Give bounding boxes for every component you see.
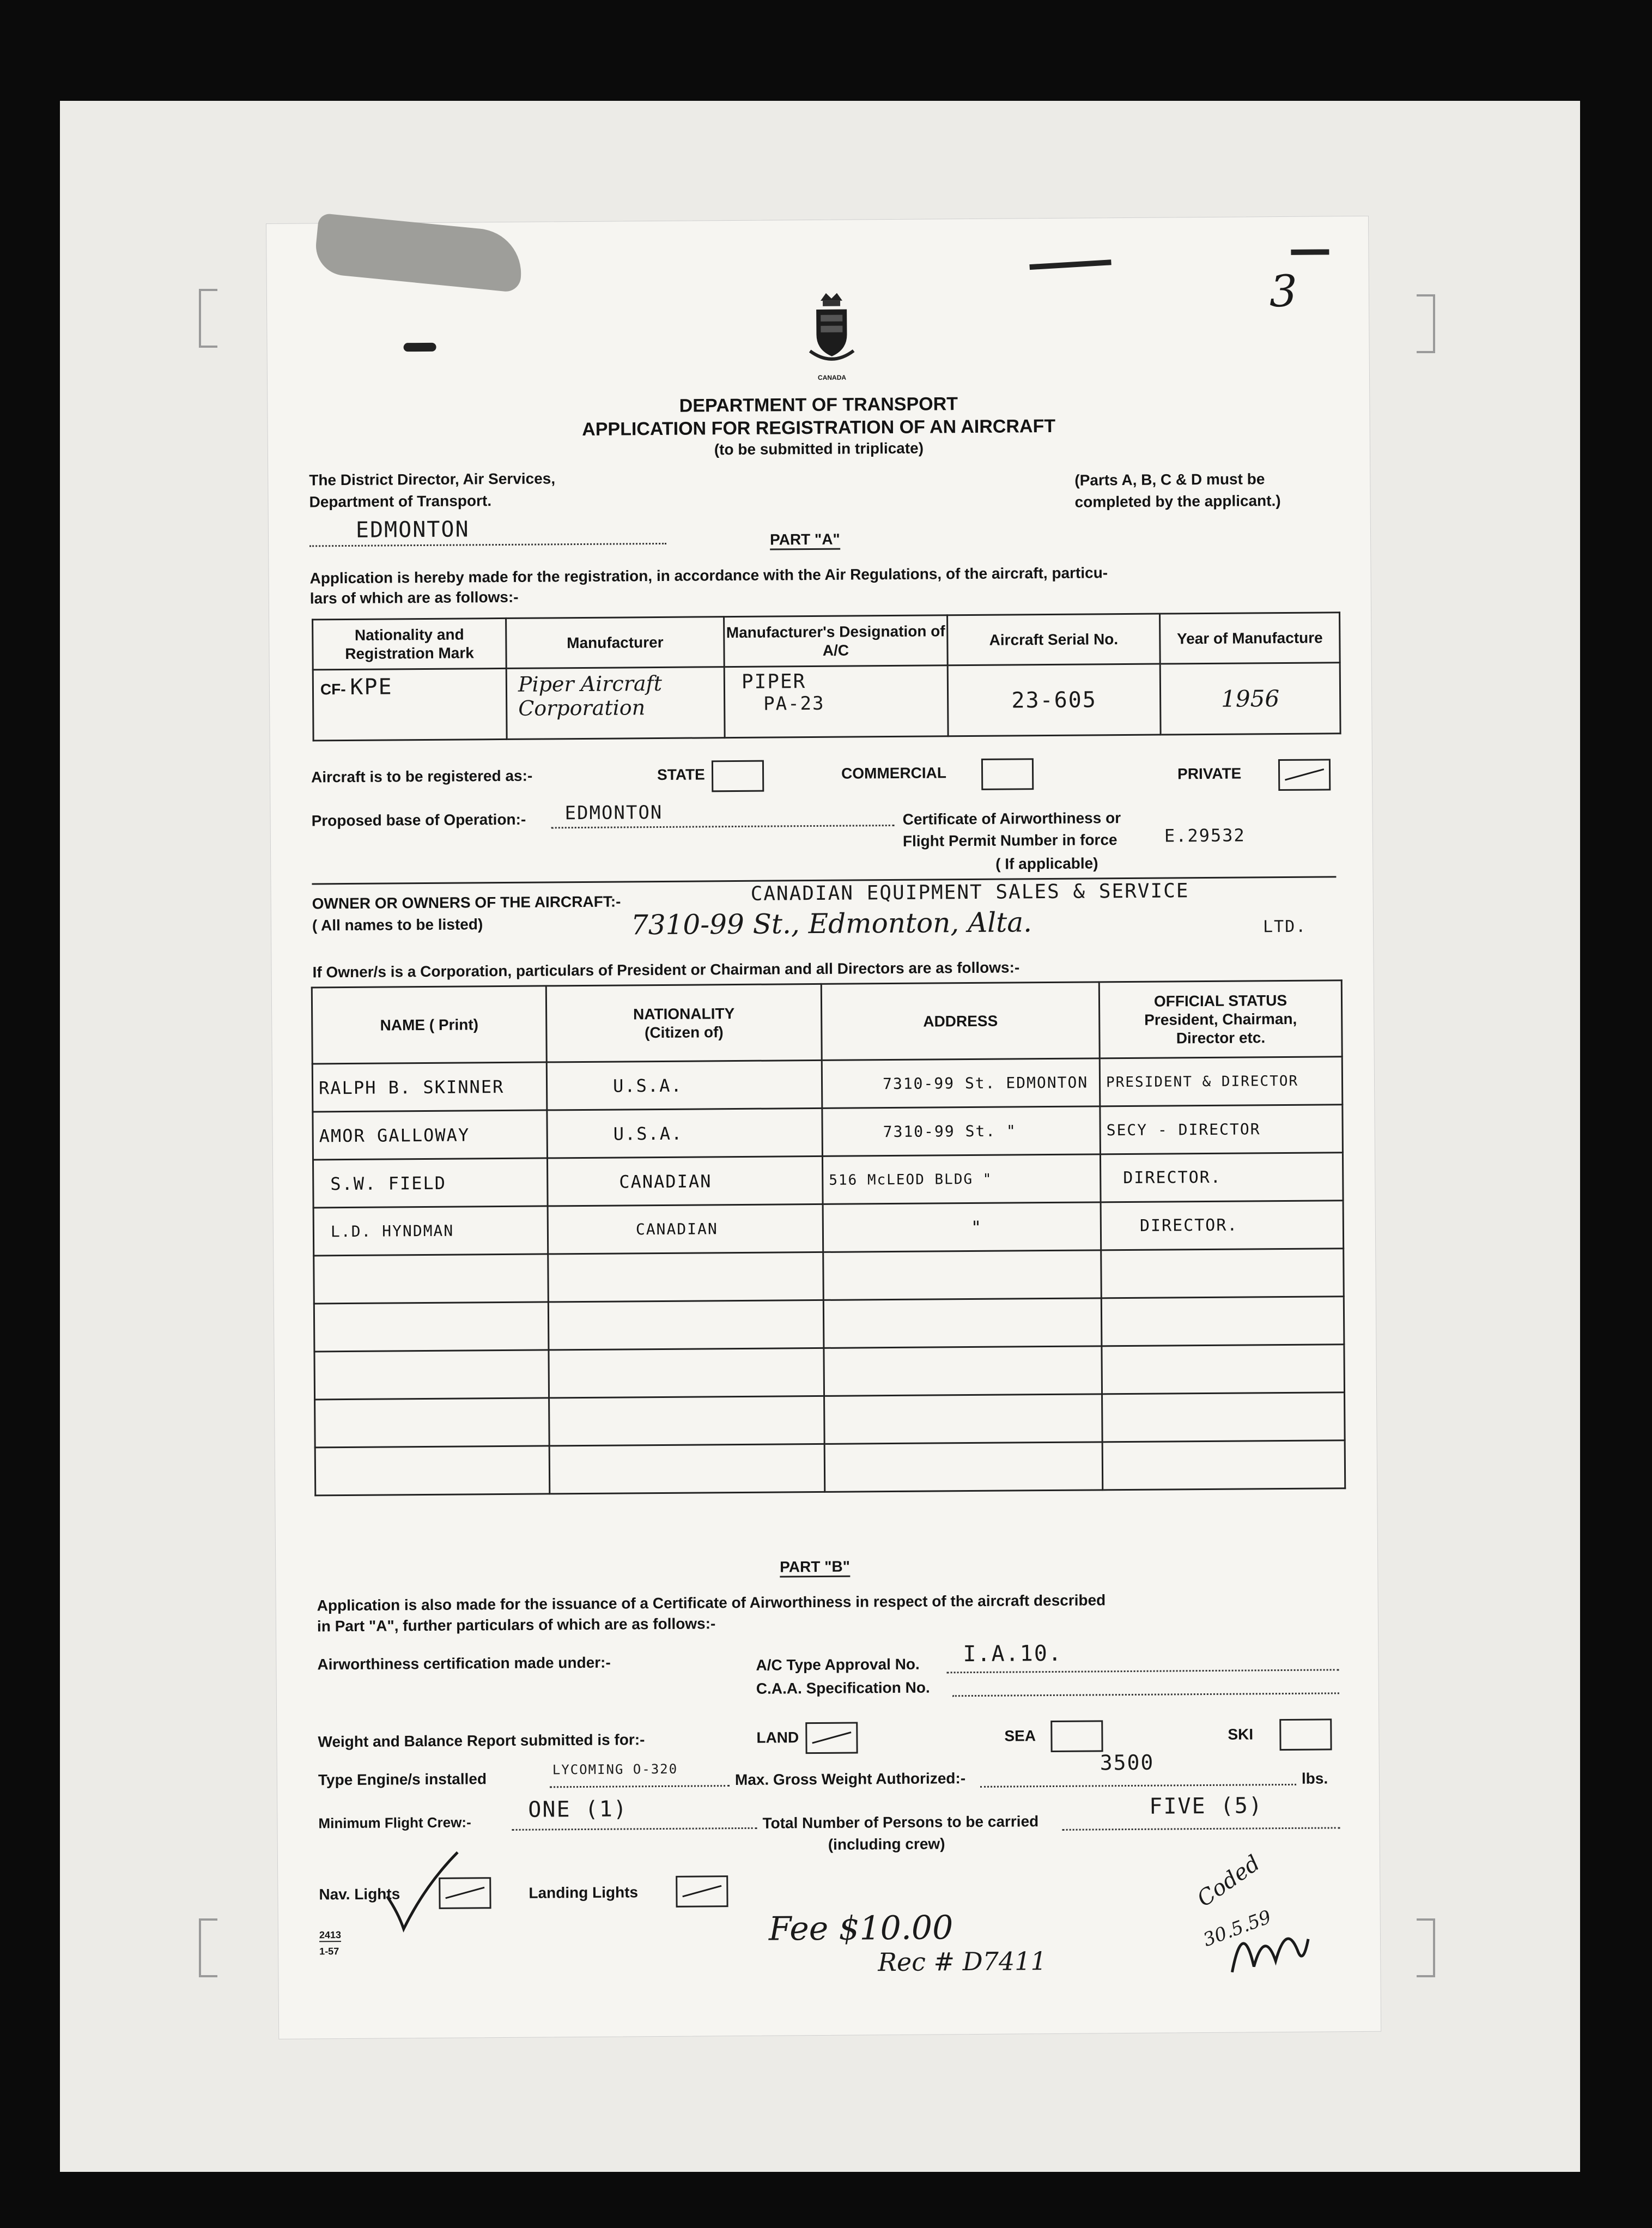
persons-value: FIVE (5) <box>1149 1793 1264 1819</box>
parts-note-line-1: (Parts A, B, C & D must be <box>1074 470 1265 489</box>
registration-mark: KPE <box>350 674 393 700</box>
column-officer-status-2: President, Chairman, <box>1144 1010 1297 1028</box>
state-checkbox[interactable] <box>712 760 764 792</box>
manufacturer-cell <box>506 667 725 740</box>
state-label: STATE <box>657 766 705 784</box>
private-check-mark <box>1285 768 1324 781</box>
officer-name: L.D. HYNDMAN <box>313 1206 548 1256</box>
officer-row <box>313 1105 1343 1160</box>
location-line <box>309 543 666 547</box>
engine-line <box>550 1785 730 1788</box>
officer-row-empty <box>314 1297 1344 1352</box>
private-checkbox[interactable] <box>1278 759 1331 791</box>
weight-balance-label: Weight and Balance Report submitted is for:- <box>318 1731 645 1751</box>
officer-status: PRESIDENT & DIRECTOR <box>1100 1057 1343 1106</box>
column-designation: Manufacturer's Designation of A/C <box>724 615 948 667</box>
officer-row <box>313 1153 1343 1208</box>
officer-address: 7310-99 St. " <box>822 1106 1101 1157</box>
registration-prefix: CF- <box>320 680 346 698</box>
officer-row <box>312 1057 1343 1112</box>
receipt-note: Rec # D7411 <box>878 1946 1047 1977</box>
column-officer-status <box>1099 980 1342 1058</box>
base-line <box>551 825 895 828</box>
ski-label: SKI <box>1228 1726 1254 1743</box>
crop-mark-top-left <box>199 289 217 348</box>
part-b-heading: PART "B" <box>780 1558 850 1578</box>
column-year: Year of Manufacture <box>1160 613 1340 664</box>
persons-note: (including crew) <box>828 1835 945 1853</box>
form-number: 2413 <box>319 1929 341 1942</box>
base-value: EDMONTON <box>564 801 663 825</box>
caa-line <box>952 1692 1339 1697</box>
officer-nationality: U.S.A. <box>547 1108 823 1158</box>
gross-weight-label: Max. Gross Weight Authorized:- <box>734 1770 966 1789</box>
gross-weight-value: 3500 <box>1100 1750 1155 1775</box>
officer-name: S.W. FIELD <box>313 1158 548 1208</box>
private-label: PRIVATE <box>1177 765 1242 783</box>
crew-label: Minimum Flight Crew:- <box>318 1814 471 1832</box>
officer-nationality: CANADIAN <box>547 1156 823 1206</box>
smudge-mark-3 <box>1291 249 1329 255</box>
registered-as-label: Aircraft is to be registered as:- <box>311 767 533 786</box>
part-a-intro-1: Application is hereby made for the registration, in accordance with the Air Regulations, of the aircraft, particu- <box>309 564 1108 587</box>
column-manufacturer: Manufacturer <box>506 617 725 669</box>
type-approval-label: A/C Type Approval No. <box>756 1655 920 1674</box>
type-approval-line <box>947 1669 1339 1673</box>
crop-mark-bottom-right <box>1417 1918 1435 1977</box>
cert-label: Airworthiness certification made under:- <box>317 1654 611 1673</box>
land-label: LAND <box>756 1729 799 1746</box>
form-title: APPLICATION FOR REGISTRATION OF AN AIRCRAFT <box>582 415 1056 440</box>
commercial-label: COMMERCIAL <box>841 764 947 782</box>
year-cell <box>1160 663 1340 735</box>
designation-line-1: PIPER <box>741 670 806 693</box>
lbs-label: lbs. <box>1301 1770 1328 1787</box>
torn-corner <box>313 213 525 293</box>
form-date: 1-57 <box>319 1946 339 1957</box>
landing-lights-checkbox[interactable] <box>676 1875 728 1908</box>
engine-label: Type Engine/s installed <box>318 1770 487 1789</box>
sea-label: SEA <box>1004 1727 1036 1745</box>
type-approval-value: I.A.10. <box>963 1640 1063 1667</box>
manufacturer-line-2: Corporation <box>518 695 646 721</box>
part-a-heading: PART "A" <box>770 531 840 550</box>
officer-name: AMOR GALLOWAY <box>313 1110 548 1160</box>
crew-line <box>512 1827 757 1831</box>
officer-address: " <box>823 1202 1101 1252</box>
part-a-intro-2: lars of which are as follows:- <box>309 588 519 607</box>
year-value: 1956 <box>1221 685 1280 712</box>
column-serial: Aircraft Serial No. <box>948 614 1161 665</box>
registration-mark-cell <box>313 668 507 740</box>
officers-table <box>311 979 1346 1496</box>
owners-label: OWNER OR OWNERS OF THE AIRCRAFT:- <box>312 893 621 912</box>
caa-label: C.A.A. Specification No. <box>756 1679 930 1697</box>
crop-mark-top-right <box>1417 294 1435 353</box>
landing-lights-label: Landing Lights <box>529 1884 639 1902</box>
cofa-label-1: Certificate of Airworthiness or <box>902 809 1121 828</box>
registration-form <box>266 216 1381 2039</box>
persons-label: Total Number of Persons to be carried <box>762 1813 1039 1832</box>
cofa-label-2: Flight Permit Number in force <box>902 831 1117 850</box>
officer-status: DIRECTOR. <box>1100 1153 1343 1202</box>
officer-status: SECY - DIRECTOR <box>1100 1105 1343 1154</box>
column-officer-nationality-2: (Citizen of) <box>644 1023 724 1041</box>
officer-nationality: U.S.A. <box>546 1060 822 1110</box>
owner-line-1: CANADIAN EQUIPMENT SALES & SERVICE <box>750 880 1189 905</box>
serial-value: 23-605 <box>1011 687 1097 713</box>
crew-value: ONE (1) <box>528 1796 628 1823</box>
designation-line-2: PA-23 <box>763 692 825 715</box>
crest-label: CANADA <box>817 373 847 382</box>
addressee-line-2: Department of Transport. <box>309 492 492 511</box>
location-value: EDMONTON <box>355 517 470 543</box>
base-label: Proposed base of Operation:- <box>311 810 526 830</box>
column-officer-nationality-1: NATIONALITY <box>633 1004 735 1022</box>
part-b-intro-1: Application is also made for the issuance of a Certificate of Airworthiness in respect of the aircraft described <box>317 1591 1106 1614</box>
column-officer-status-1: OFFICIAL STATUS <box>1153 991 1287 1010</box>
crop-mark-bottom-left <box>199 1918 217 1977</box>
aircraft-table <box>312 612 1341 741</box>
initials-signature <box>1226 1906 1314 1983</box>
officer-row-empty <box>315 1393 1345 1448</box>
officer-address: 516 McLEOD BLDG " <box>822 1154 1101 1204</box>
owner-line-2: 7310-99 St., Edmonton, Alta. <box>630 906 1032 941</box>
gross-weight-line <box>980 1784 1296 1788</box>
officer-name: RALPH B. SKINNER <box>312 1062 547 1112</box>
column-officer-name: NAME ( Print) <box>312 986 546 1064</box>
landing-lights-check-mark <box>682 1885 721 1898</box>
column-officer-address: ADDRESS <box>821 982 1100 1061</box>
officer-row-empty <box>314 1249 1344 1304</box>
ski-checkbox[interactable] <box>1279 1718 1332 1751</box>
column-nationality: Nationality and Registration Mark <box>313 618 507 669</box>
designation-cell <box>724 665 948 738</box>
canada-crest-icon <box>804 290 859 373</box>
manufacturer-line-1: Piper Aircraft <box>518 671 663 697</box>
coded-note: Coded <box>1192 1850 1265 1912</box>
officer-nationality: CANADIAN <box>548 1204 823 1254</box>
part-b-intro-2: in Part "A", further particulars of which are as follows:- <box>317 1615 716 1635</box>
land-check-mark <box>812 1731 851 1744</box>
officer-address: 7310-99 St. EDMONTON <box>822 1058 1100 1109</box>
addressee-line-1: The District Director, Air Services, <box>309 470 556 489</box>
nav-lights-label: Nav. Lights <box>319 1885 400 1903</box>
corporation-note: If Owner/s is a Corporation, particulars of President or Chairman and all Directors are as follows:- <box>312 959 1020 981</box>
owners-note: ( All names to be listed) <box>312 916 483 934</box>
persons-line <box>1062 1827 1340 1831</box>
smudge-mark <box>404 343 436 352</box>
date-note: 30.5.59 <box>1200 1906 1274 1951</box>
form-subtitle: (to be submitted in triplicate) <box>714 439 924 458</box>
officer-row-empty <box>314 1345 1345 1400</box>
owner-suffix: LTD. <box>1262 917 1307 937</box>
officer-status: DIRECTOR. <box>1101 1201 1344 1250</box>
department-title: DEPARTMENT OF TRANSPORT <box>679 393 958 416</box>
fee-note: Fee $10.00 <box>768 1909 953 1948</box>
land-checkbox[interactable] <box>805 1722 858 1754</box>
officer-row <box>313 1201 1344 1256</box>
engine-value: LYCOMING O-320 <box>552 1761 678 1778</box>
cofa-value: E.29532 <box>1164 825 1246 846</box>
parts-note-line-2: completed by the applicant.) <box>1074 492 1281 511</box>
check-stroke <box>381 1847 464 1935</box>
column-officer-status-3: Director etc. <box>1176 1028 1266 1046</box>
smudge-mark-2 <box>1029 259 1111 270</box>
cofa-note: ( If applicable) <box>995 855 1098 873</box>
page-number: 3 <box>1269 265 1298 317</box>
commercial-checkbox[interactable] <box>981 758 1034 790</box>
officer-row-empty <box>315 1440 1345 1496</box>
column-officer-nationality <box>546 984 822 1062</box>
sea-checkbox[interactable] <box>1050 1720 1103 1752</box>
serial-cell <box>948 664 1161 736</box>
